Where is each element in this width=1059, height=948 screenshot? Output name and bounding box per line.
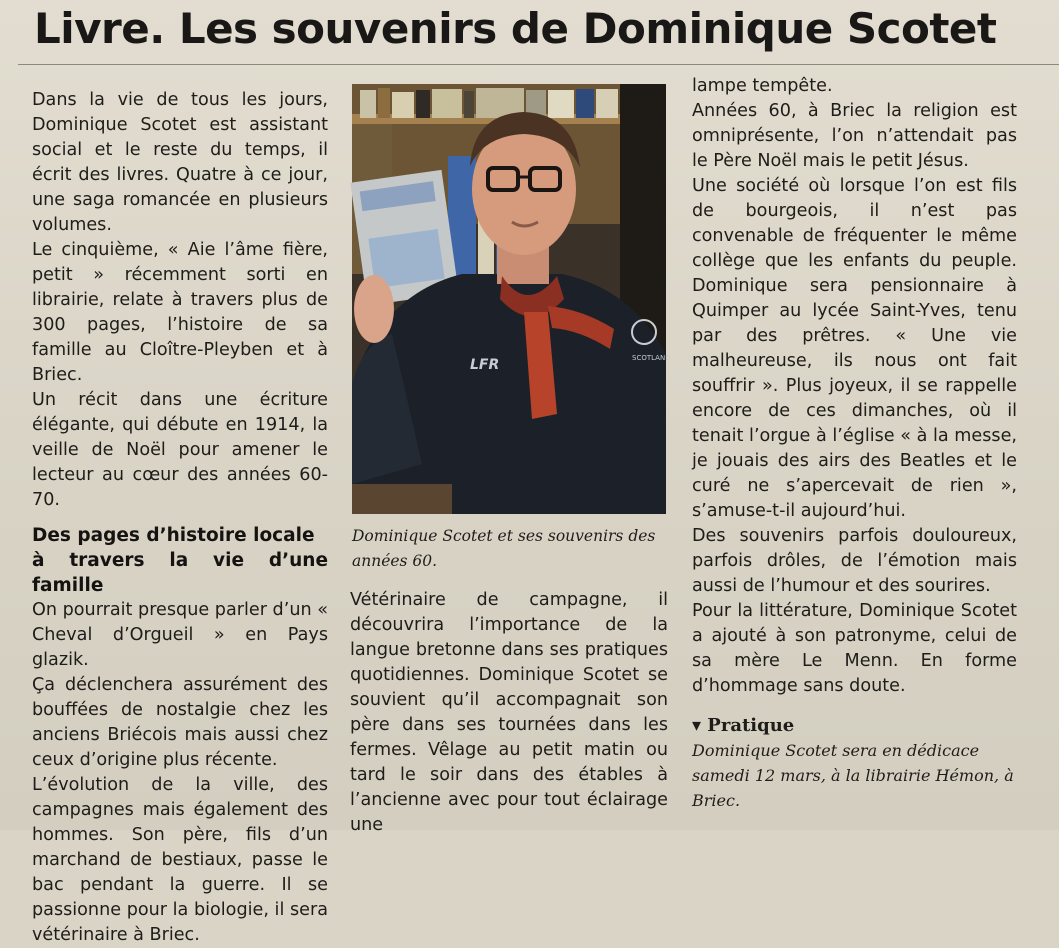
jacket-badge-text: SCOTLAND: [632, 354, 671, 362]
subheading-line: Des pages d’histoire locale: [32, 525, 315, 546]
section-subheading: [32, 523, 328, 598]
author-photo: [352, 84, 671, 514]
headline-rule: [18, 64, 1059, 65]
author-photo-illustration: [352, 84, 671, 514]
subheading-line: à travers la vie d’une famille: [32, 550, 328, 596]
paragraph: Vétérinaire de campagne, il découvrira l’importance de la langue bretonne dans ses pratiques quotidiennes. Dominique Scotet se souvient qu’il accompagnait son père dans ses tournées dans les fermes. Vêlage au petit matin ou tard le soir dans des étables à l’ancienne avec pour tout éclairage une: [350, 590, 668, 835]
article-column-3: [692, 74, 1017, 813]
paragraph: Des souvenirs parfois douloureux, parfois drôles, de l’émotion mais aussi de l’humour et des sourires.: [692, 526, 1017, 596]
paragraph: Une société où lorsque l’on est fils de bourgeois, il n’est pas convenable de fréquenter le même collège que les enfants du peuple. Dominique sera pensionnaire à Quimper au lycée Saint-Yves, tenu par des prêtres. « Une vie malheureuse, ils nous ont fait souffrir ». Plus joyeux, il se rappelle encore de ces dimanches, où il tenait l’orgue à l’église « à la messe, je jouais des airs des Beatles et le curé ne s’apercevait de rien », s’amuse-t-il aujourd’hui.: [692, 176, 1017, 521]
article-headline: Livre. Les souvenirs de Dominique Scotet: [34, 4, 997, 53]
jacket-logo-text: LFR: [470, 357, 500, 373]
paragraph: Le cinquième, « Aie l’âme fière, petit » récemment sorti en librairie, relate à travers plus de 300 pages, l’histoire de sa famille au Cloître-Pleyben et à Briec.: [32, 240, 328, 385]
paragraph: Années 60, à Briec la religion est omniprésente, l’on n’attendait pas le Père Noël mais le petit Jésus.: [692, 101, 1017, 171]
pratique-heading: ▾ Pratique: [692, 715, 795, 736]
pratique-details: Dominique Scotet sera en dédicace samedi 12 mars, à la librairie Hémon, à Briec.: [692, 741, 1014, 810]
paragraph: Un récit dans une écriture élégante, qui débute en 1914, la veille de Noël pour amener le lecteur au cœur des années 60-70.: [32, 390, 328, 510]
paragraph: Ça déclenchera assurément des bouffées de nostalgie chez les anciens Briécois mais aussi chez ceux d’origine plus récente.: [32, 675, 328, 770]
paragraph: Pour la littérature, Dominique Scotet a ajouté à son patronyme, celui de sa mère Le Menn. En forme d’hommage sans doute.: [692, 601, 1017, 696]
paragraph: Dans la vie de tous les jours, Dominique Scotet est assistant social et le reste du temps, il écrit des livres. Quatre à ce jour, une saga romancée en plusieurs volumes.: [32, 90, 328, 235]
paragraph: L’évolution de la ville, des campagnes mais également des hommes. Son père, fils d’un marchand de bestiaux, passe le bac pendant la guerre. Il se passionne pour la biologie, il sera vétérinaire à Briec.: [32, 775, 328, 945]
paragraph: On pourrait presque parler d’un « Cheval d’Orgueil » en Pays glazik.: [32, 600, 328, 670]
article-column-2: [350, 588, 668, 838]
photo-caption: Dominique Scotet et ses souvenirs des années 60.: [352, 527, 656, 570]
article-column-1: [32, 88, 328, 948]
paragraph: lampe tempête.: [692, 76, 833, 96]
